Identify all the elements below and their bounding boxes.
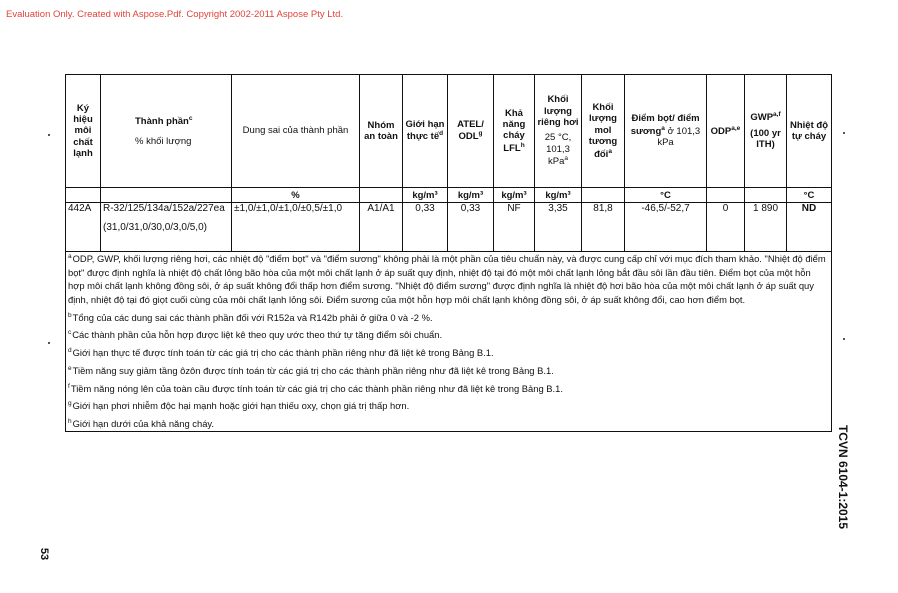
note-c-mark: c: [68, 329, 72, 337]
note-a-mark: a: [68, 253, 72, 260]
cell-gwp: 1 890: [745, 203, 787, 252]
note-h-text: Giới hạn dưới của khả năng cháy.: [72, 418, 215, 430]
note-h-mark: h: [68, 418, 72, 426]
cell-thanh-phan-percent: (31,0/31,0/30,0/3,0/5,0): [103, 222, 207, 233]
header-atel: [448, 75, 494, 188]
unit-diem-bot: °C: [625, 188, 707, 203]
unit-kha-nang: kg/m³: [494, 188, 535, 203]
unit-odp: [707, 188, 745, 203]
header-ky-hieu: Ký hiệu môi chất lạnh: [66, 75, 101, 188]
note-e: [68, 364, 829, 378]
cell-kha-nang: NF: [494, 203, 535, 252]
scan-dot: [843, 338, 845, 340]
header-khoi-luong-mol: [582, 75, 625, 188]
note-e-mark: e: [68, 364, 72, 372]
header-diem-bot-label: Điểm bọt/ điểm sương: [630, 113, 700, 137]
note-d-mark: d: [68, 347, 72, 355]
scan-dot: [843, 132, 845, 134]
header-gwp: [745, 75, 787, 188]
cell-diem-bot: -46,5/-52,7: [625, 203, 707, 252]
note-d-text: Giới hạn thực tế được tính toán từ các giá trị cho các thành phần riêng như đã liệt kê trong Bảng B.1.: [72, 347, 494, 359]
note-b-mark: b: [68, 311, 72, 319]
cell-khoi-luong-rieng: 3,35: [535, 203, 582, 252]
header-kha-nang-label: Khả năng cháy LFL: [502, 107, 526, 154]
note-c: [68, 328, 829, 342]
scan-dot: [48, 342, 50, 344]
unit-nhom: [360, 188, 403, 203]
note-g-mark: g: [68, 400, 72, 408]
unit-thanh-phan: [101, 188, 232, 203]
header-khoi-luong-rieng-footnote: a: [564, 155, 568, 163]
header-khoi-luong-mol-label: Khối lượng mol tương đối: [588, 101, 618, 160]
header-kha-nang: [494, 75, 535, 188]
cell-thanh-phan: [101, 203, 232, 252]
cell-nhiet-do: ND: [787, 203, 832, 252]
note-f: [68, 382, 829, 396]
unit-ky-hieu: [66, 188, 101, 203]
standard-code: TCVN 6104-1:2015: [836, 424, 850, 530]
header-khoi-luong-rieng-cond-text: 25 °C, 101,3 kPa: [544, 132, 572, 168]
unit-gwp: [745, 188, 787, 203]
note-c-text: Các thành phần của hỗn hợp được liệt kê theo quy ước theo thứ tự tăng điểm sôi chuẩn.: [72, 329, 443, 341]
cell-nhom: A1/A1: [360, 203, 403, 252]
header-gioi-han-label: Giới hạn thực tế: [405, 119, 445, 143]
scan-dot: [48, 134, 50, 136]
note-g: [68, 399, 829, 413]
note-f-text: Tiềm năng nóng lên của toàn cầu được tính toán từ các giá trị cho các thành phần riêng như đã liệt kê trong Bảng B.1.: [70, 382, 563, 394]
header-gwp-cond: (100 yr ITH): [750, 127, 781, 151]
unit-dung-sai: %: [232, 188, 360, 203]
note-b: [68, 311, 829, 325]
header-thanh-phan-label: Thành phần: [135, 116, 189, 128]
header-gwp-label: GWP: [750, 112, 774, 124]
unit-gioi-han: kg/m³: [403, 188, 448, 203]
cell-gioi-han: 0,33: [403, 203, 448, 252]
header-nhom: Nhóm an toàn: [360, 75, 403, 188]
header-odp-label: ODP: [710, 125, 732, 137]
note-a-text: ODP, GWP, khối lượng riêng hơi, các nhiệt độ "điểm bọt" và "điểm sương" không phải là một phần của tiêu chuẩn này, và được cung cấp chỉ với mục đích tham khảo. "Nhiệt độ điểm bọt" được định nghĩa là nhiệt độ chất lỏng bão hòa của một môi chất lạnh ở áp suất quy định, nhiệt độ tại đó một môi chất lạnh lỏng bắt đầu sôi lần đầu tiên. Điểm bọt của một hỗn hợp môi chất lạnh không đồng sôi, ở áp suất không đổi thấp hơn điểm sương. "Nhiệt độ điểm sương" được định nghĩa là nhiệt độ hơi bão hòa của một môi chất lạnh ở áp suất quy định, nhiệt độ tại đó giọt cuối cùng của môi chất lạnh lỏng sôi. Điểm sương của một hỗn hợp môi chất lạnh không đồng sôi, ở áp suất không đổi, cao hơn điểm bọt.: [68, 253, 826, 305]
cell-ky-hieu: 442A: [66, 203, 101, 252]
note-b-text: Tổng của các dung sai các thành phần đối với R152a và R142b phải ở giữa 0 và -2 %.: [72, 311, 433, 323]
unit-row: [66, 188, 832, 203]
refrigerant-table: [65, 74, 832, 432]
note-e-text: Tiềm năng suy giảm tầng ôzôn được tính toán từ các giá trị cho các thành phần riêng như đã liệt kê trong Bảng B.1.: [72, 365, 554, 376]
unit-khoi-luong-mol: [582, 188, 625, 203]
note-d: [68, 346, 829, 360]
unit-atel: kg/m³: [448, 188, 494, 203]
header-diem-bot-cond: ở 101,3 kPa: [657, 125, 701, 149]
header-atel-label: ATEL/ ODL: [457, 119, 484, 143]
header-kha-nang-footnote: h: [520, 141, 525, 149]
refrigerant-table-container: [65, 74, 828, 432]
note-h: [68, 417, 829, 431]
header-diem-bot: [625, 75, 707, 188]
cell-khoi-luong-mol: 81,8: [582, 203, 625, 252]
notes-cell: [66, 252, 832, 432]
header-thanh-phan-footnote: c: [188, 115, 193, 123]
cell-odp: 0: [707, 203, 745, 252]
unit-nhiet-do: °C: [787, 188, 832, 203]
header-atel-footnote: g: [478, 130, 483, 138]
table-row: [66, 203, 832, 252]
note-a: [68, 252, 829, 307]
header-thanh-phan: [101, 75, 232, 188]
page-number: 53: [38, 547, 51, 561]
note-g-text: Giới hạn phơi nhiễm độc hại mạnh hoặc giới hạn thiếu oxy, chọn giá trị thấp hơn.: [72, 400, 410, 412]
notes-row: [66, 252, 832, 432]
header-khoi-luong-rieng-cond: [537, 132, 579, 167]
cell-atel: 0,33: [448, 203, 494, 252]
header-khoi-luong-rieng: [535, 75, 582, 188]
header-gioi-han-footnote: d: [439, 130, 444, 138]
header-khoi-luong-mol-footnote: a: [608, 147, 612, 155]
note-f-mark: f: [68, 382, 70, 390]
cell-thanh-phan-formula: R-32/125/134a/152a/227ea: [103, 203, 225, 214]
header-row: [66, 75, 832, 188]
cell-dung-sai: ±1,0/±1,0/±1,0/±0,5/±1,0: [232, 203, 360, 252]
unit-khoi-luong-rieng: kg/m³: [535, 188, 582, 203]
header-odp: [707, 75, 745, 188]
header-gwp-footnote: a,f: [773, 111, 781, 119]
header-gioi-han: [403, 75, 448, 188]
header-thanh-phan-sub: % khối lượng: [135, 135, 192, 147]
header-dung-sai: Dung sai của thành phần: [232, 75, 360, 188]
watermark-text: Evaluation Only. Created with Aspose.Pdf. Copyright 2002-2011 Aspose Pty Ltd.: [6, 9, 344, 20]
header-khoi-luong-rieng-label: Khối lượng riêng hơi: [537, 94, 579, 129]
header-nhiet-do: Nhiệt độ tự cháy: [787, 75, 832, 188]
header-diem-bot-footnote: a: [661, 124, 665, 132]
header-odp-footnote: a,e: [731, 124, 741, 132]
